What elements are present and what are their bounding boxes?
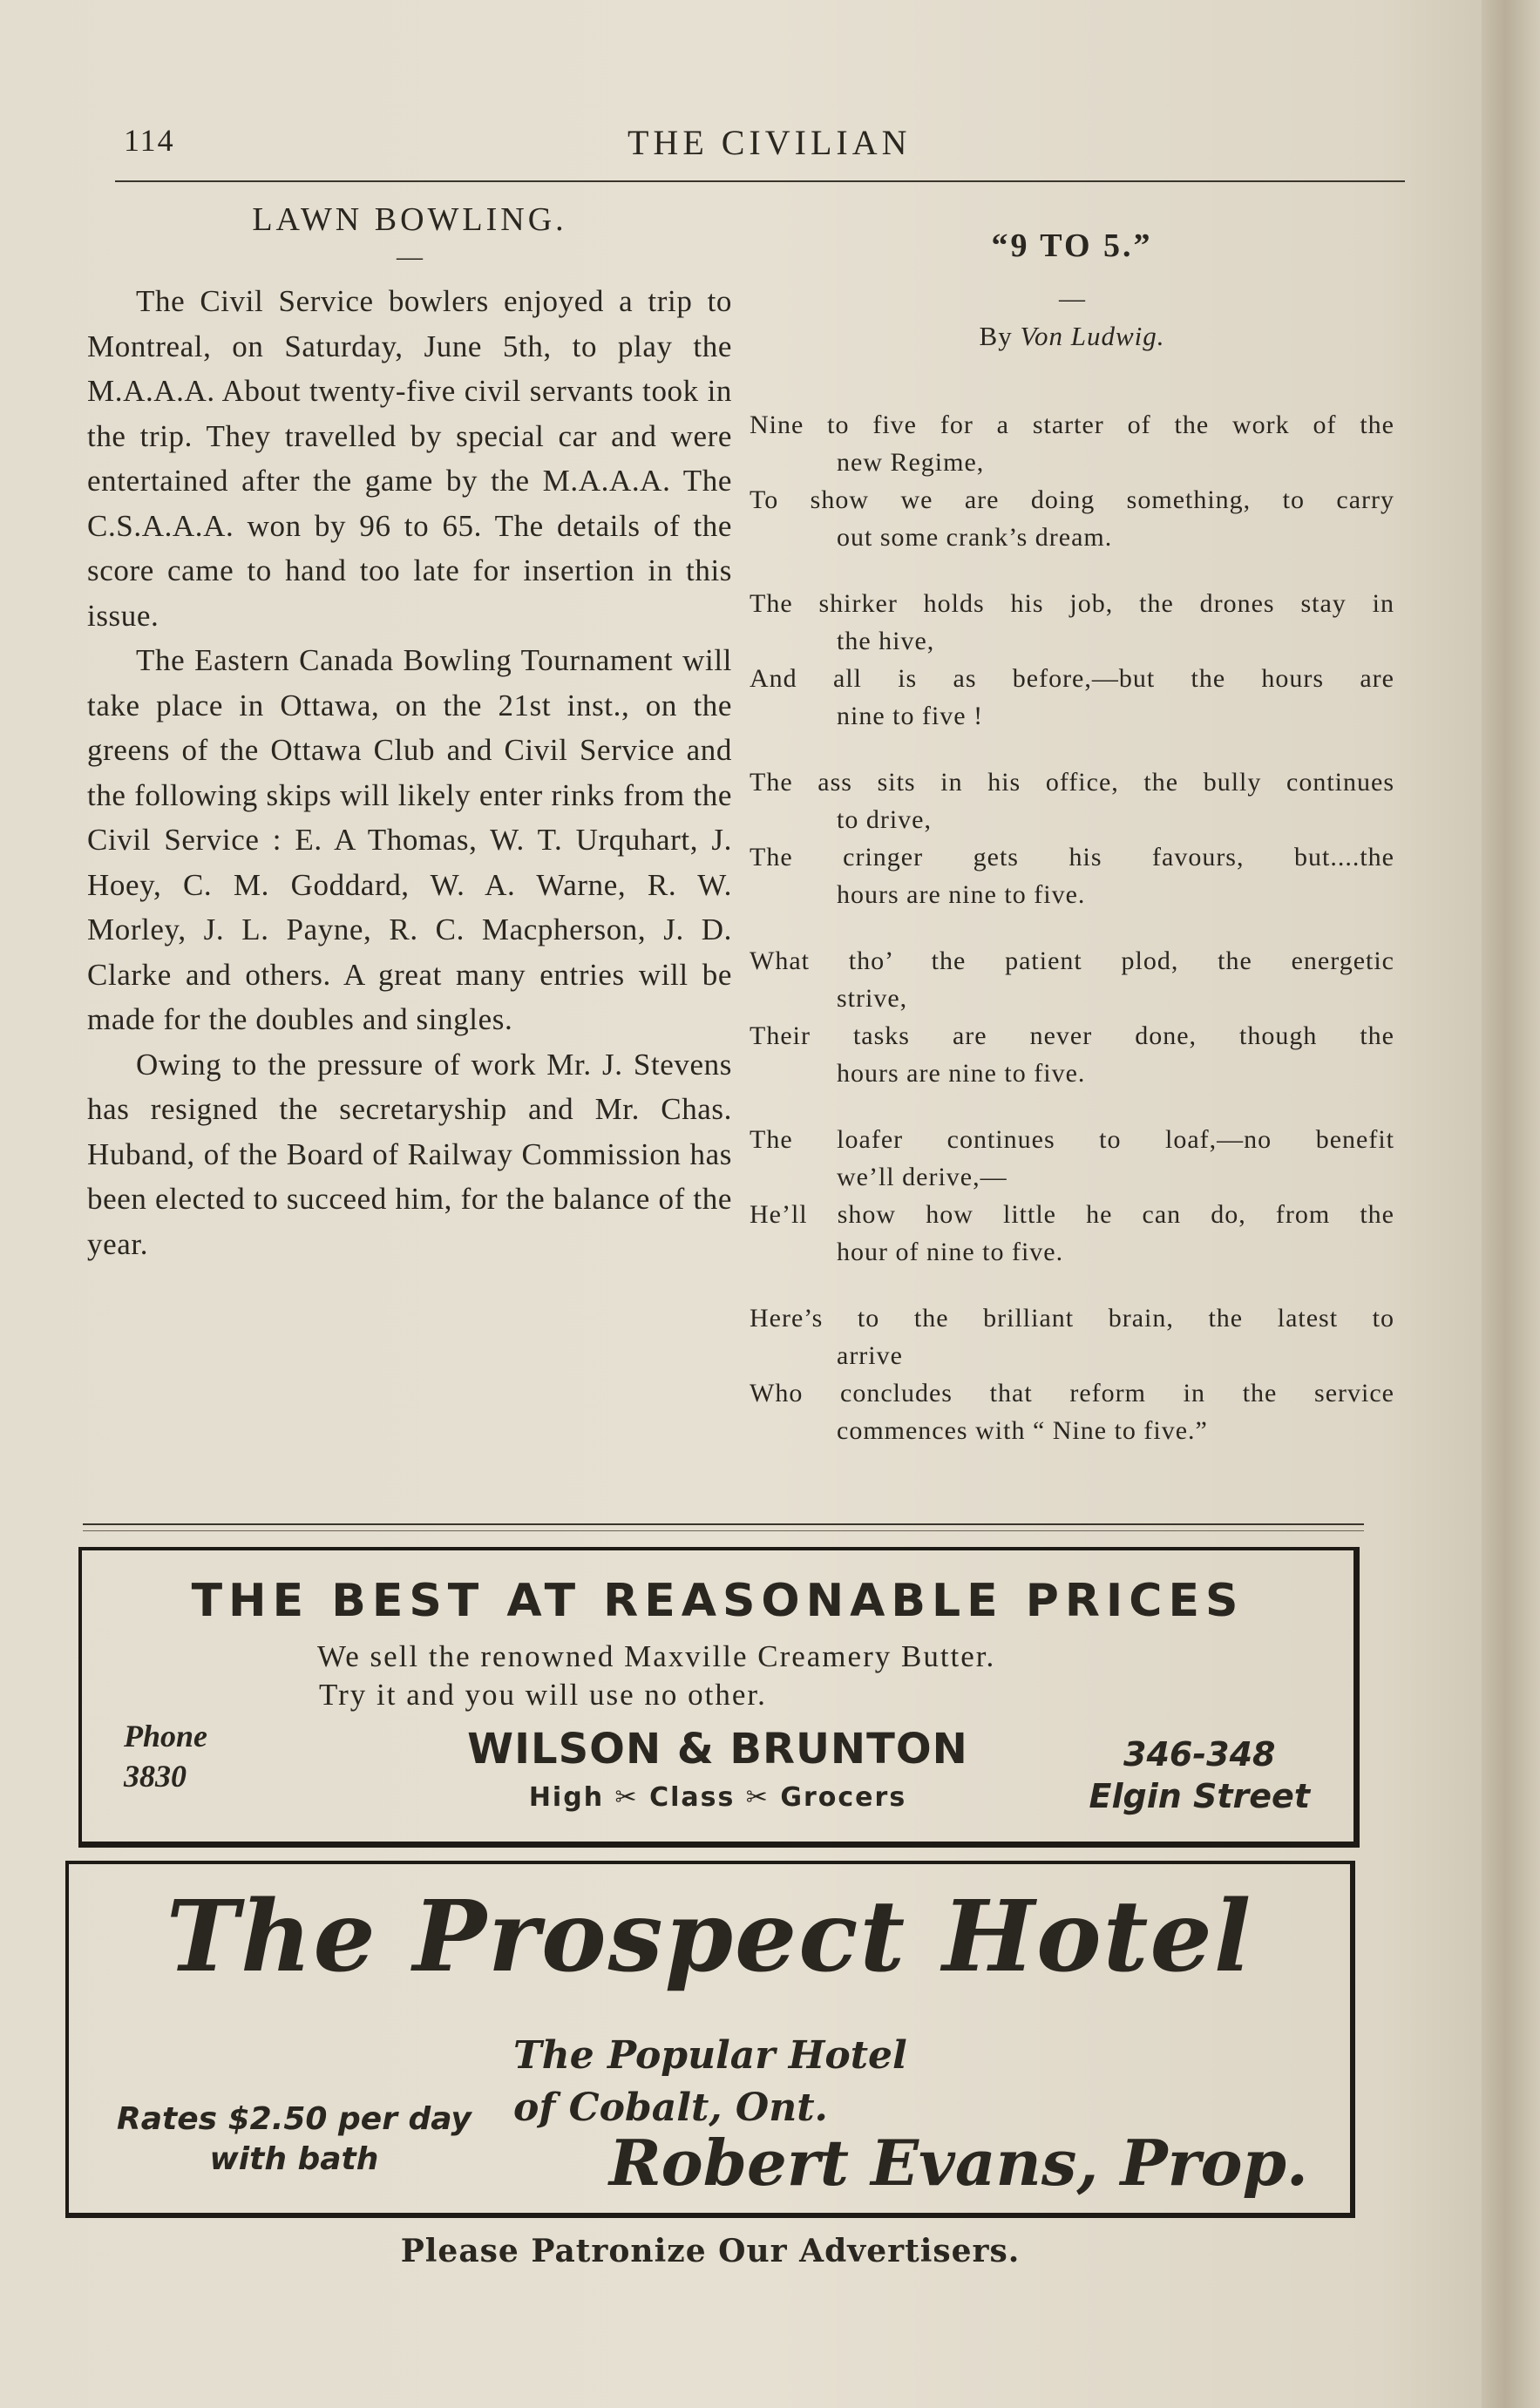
verse-line: And all is as before,—but the hours are [750,664,1394,693]
poem-verse [750,942,1394,1017]
hotel-proprietor: Robert Evans, Prop. [608,2126,1308,2200]
verse-line: The loafer continues to loaf,—no benefit [750,1125,1394,1154]
poem-verse [750,406,1394,481]
ad-address [1089,1733,1310,1817]
poem-verse [750,1374,1394,1449]
poem-verse [750,660,1394,735]
hotel-advertisement [65,1861,1355,2218]
footer-note: Please Patronize Our Advertisers. [400,2233,1021,2269]
running-title: THE CIVILIAN [628,123,912,162]
verse-line: The shirker holds his job, the drones stay in [750,589,1394,618]
verse-line: hour of nine to five. [837,1238,1064,1266]
ad-tagline-line: Try it and you will use no other. [319,1678,767,1712]
ad-firm-sub: High ✂ Class ✂ Grocers [528,1782,907,1813]
phone-label: Phone [124,1719,208,1753]
poem-stanza [750,763,1394,913]
title-dash: — [397,242,423,271]
article-paragraph: The Civil Service bowlers enjoyed a trip to Montreal, on Saturday, June 5th, to play the M.A.A.A. About twenty-five civil servants took in the trip. They travelled by special car and were entertained after the game by the M.A.A.A. The C.S.A.A.A. won by 96 to 65. The details of the score came to hand too late for insertion in this issue. [87,284,732,633]
verse-line: out some crank’s dream. [837,523,1113,552]
byline-prefix: By [979,321,1013,351]
rates-line: with bath [209,2141,379,2177]
verse-line: hours are nine to five. [837,1059,1086,1088]
poem-byline [750,321,1394,352]
verse-line: Here’s to the brilliant brain, the latest to [750,1304,1394,1333]
verse-line: Who concludes that reform in the service [750,1379,1394,1407]
ad-tagline-line: We sell the renowned Maxville Creamery Butter. [317,1639,996,1673]
poem-stanza [750,585,1394,735]
hotel-subtitle-line: The Popular Hotel [513,2033,907,2078]
poem-title: “9 TO 5.” [991,227,1153,264]
verse-line: hours are nine to five. [837,880,1086,909]
page-number: 114 [124,123,175,158]
hotel-name: The Prospect Hotel [166,1880,1253,1994]
verse-line: What tho’ the patient plod, the energetic [750,946,1394,975]
article-paragraph: The Eastern Canada Bowling Tournament will take place in Ottawa, on the 21st inst., on the greens of the Ottawa Club and Civil Service and the following skips will likely enter rinks from the Civil Service : E. A Thomas, W. T. Urquhart, J. Hoey, C. M. Goddard, W. A. Warne, R. W. Morley, J. L. Payne, R. C. Macpherson, J. D. Clarke and others. A great many entries will be made for the doubles and singles. [87,643,732,1036]
verse-line: to drive, [837,805,932,834]
poem-verse [750,1121,1394,1196]
verse-line: strive, [837,984,908,1013]
verse-line: arrive [837,1341,903,1370]
poem-verse [750,763,1394,838]
verse-line: The ass sits in his office, the bully continues [750,768,1394,797]
article-title: LAWN BOWLING. [252,201,567,238]
ad-headline: THE BEST AT REASONABLE PRICES [191,1575,1245,1627]
verse-line: He’ll show how little he can do, from the [750,1200,1394,1229]
verse-line: To show we are doing something, to carry [750,485,1394,514]
poem-verse [750,1017,1394,1092]
ad-firm-name: WILSON & BRUNTON [467,1725,968,1774]
verse-line: nine to five ! [837,702,984,730]
verse-line: Their tasks are never done, though the [750,1021,1394,1050]
verse-line: The cringer gets his favours, but....the [750,843,1394,872]
poem-verse [750,1196,1394,1271]
article-paragraph: Owing to the pressure of work Mr. J. Stevens has resigned the secretaryship and Mr. Chas. Huband, of the Board of Railway Commission has been elected to succeed him, for the balance of the year. [87,1047,732,1261]
hotel-rates [117,2099,471,2180]
verse-line: commences with “ Nine to five.” [837,1416,1208,1445]
section-divider [83,1530,1364,1531]
title-dash: — [1059,284,1085,313]
hotel-subtitle [513,2030,907,2134]
byline-author: Von Ludwig. [1020,321,1165,351]
verse-line: Nine to five for a starter of the work of the [750,410,1394,439]
poem-verse [750,838,1394,913]
poem-stanza [750,406,1394,556]
poem-verse [750,585,1394,660]
phone-number: 3830 [124,1759,187,1794]
poem-stanza [750,942,1394,1092]
grocer-advertisement [78,1547,1360,1848]
lawn-bowling-article [87,200,732,1266]
poem-stanza [750,1299,1394,1449]
verse-line: new Regime, [837,448,985,477]
verse-line: we’ll derive,— [837,1163,1007,1191]
address-street: Elgin Street [1089,1777,1310,1815]
page-edge [1482,0,1540,2408]
ad-tagline [317,1638,995,1714]
verse-line: the hive, [837,627,935,655]
address-number: 346-348 [1123,1735,1276,1774]
hotel-subtitle-line: of Cobalt, Ont. [513,2086,828,2130]
poem-verse [750,481,1394,556]
rates-line: Rates $2.50 per day [117,2101,471,2137]
poem-stanza [750,1121,1394,1271]
section-divider [83,1523,1364,1525]
header-rule [115,180,1405,182]
poem-verse [750,1299,1394,1374]
poem-article [750,200,1394,1478]
